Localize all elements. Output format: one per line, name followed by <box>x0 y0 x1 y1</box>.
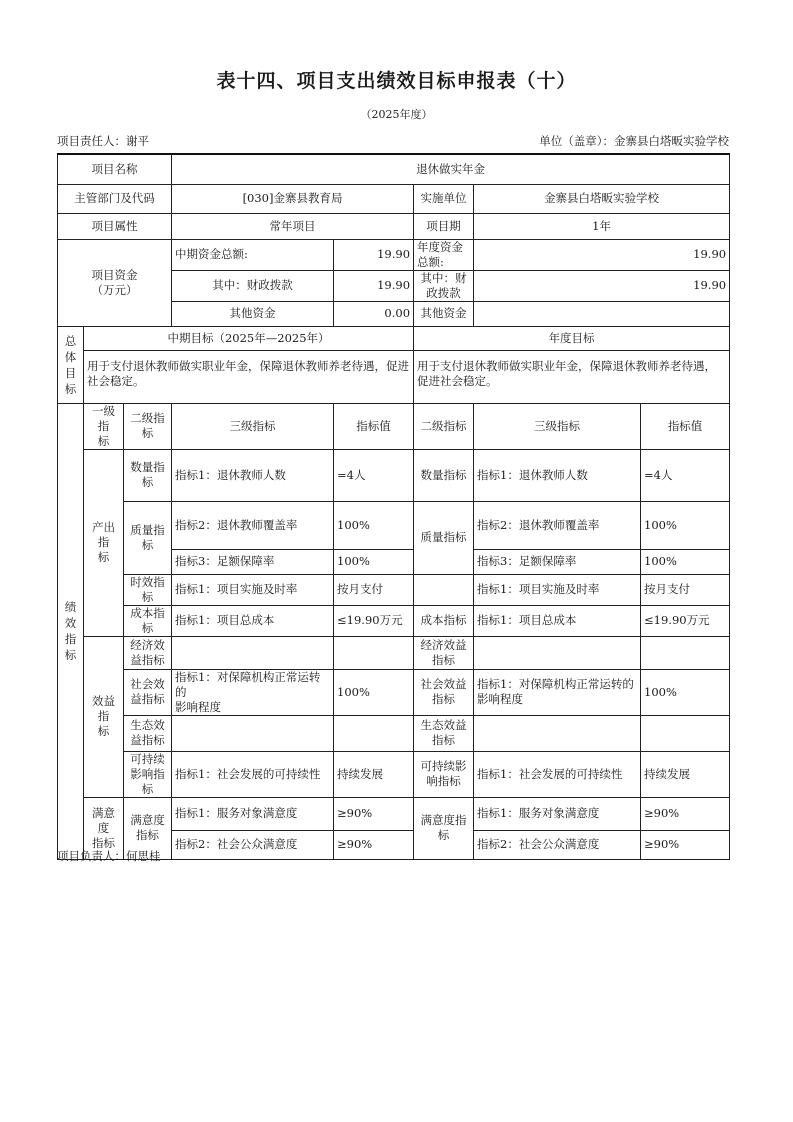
cost-line: 标 <box>141 620 154 635</box>
impl-unit-value: 金寨县白塔畈实验学校 <box>474 184 730 213</box>
cost-indicator: 指标1：项目总成本 <box>172 605 334 636</box>
annual-fiscal-label: 其中：财政拨款 <box>414 270 474 301</box>
econ-label <box>124 636 172 669</box>
period-label: 项目期 <box>414 213 474 239</box>
sust-line-right: 响指标 <box>426 774 461 788</box>
social-line-right: 社会效益 <box>420 677 467 691</box>
annual-total-label: 年度资金总额: <box>414 239 474 270</box>
sat-label-right <box>414 797 474 859</box>
cost-value-right: ≤19.90万元 <box>641 605 730 636</box>
overall-goal-label <box>58 326 84 403</box>
sat-line: 满意度 <box>92 805 115 835</box>
dept-label: 主管部门及代码 <box>58 184 172 213</box>
sust-indicator-right: 指标1：社会发展的可持续性 <box>474 751 641 797</box>
social-indicator-line: 影响程度 <box>175 699 222 714</box>
time-label <box>124 574 172 605</box>
mid-fiscal-label: 其中：财政拨款 <box>172 270 334 301</box>
lvl3-header: 三级指标 <box>172 403 334 449</box>
lvl1-header-line: 标 <box>97 433 110 448</box>
qual-line: 质量指 <box>130 522 165 537</box>
eco-label <box>124 715 172 751</box>
sat-indicator-1: 指标1：服务对象满意度 <box>172 797 334 830</box>
qty-value: =4人 <box>334 449 414 501</box>
social-value-right: 100% <box>641 669 730 715</box>
responsible-person: 项目责任人：谢平 <box>57 134 149 148</box>
mid-other-value: 0.00 <box>334 301 414 326</box>
eco-indicator-right <box>474 715 641 751</box>
output-indicator-label <box>84 449 124 636</box>
value-header-right: 指标值 <box>641 403 730 449</box>
sust-line: 影响指 <box>130 766 165 781</box>
overall-goal-char: 标 <box>64 381 77 396</box>
sat-value-1-right: ≥90% <box>641 797 730 830</box>
cost-label <box>124 605 172 636</box>
sat-value-2-right: ≥90% <box>641 830 730 859</box>
cost-value: ≤19.90万元 <box>334 605 414 636</box>
social-label-right <box>414 669 474 715</box>
mid-total-value: 19.90 <box>334 239 414 270</box>
lvl2-header-right: 二级指标 <box>414 403 474 449</box>
social-indicator-line: 指标1：对保障机构正常运转的 <box>175 669 321 699</box>
overall-goal-char: 目 <box>64 365 77 380</box>
annual-other-value <box>474 301 730 326</box>
econ-label-right <box>414 636 474 669</box>
sat2-line: 指标 <box>136 828 160 842</box>
sat-value-1: ≥90% <box>334 797 414 830</box>
social-label <box>124 669 172 715</box>
year-label: （2025年度） <box>360 108 433 121</box>
benefit-line: 标 <box>97 724 110 738</box>
qual-indicator-2: 指标3：足额保障率 <box>172 549 334 574</box>
qty-indicator: 指标1：退休教师人数 <box>172 449 334 501</box>
eco-label-right <box>414 715 474 751</box>
output-line: 产出指 <box>92 520 115 549</box>
mid-total-label: 中期资金总额: <box>172 239 334 270</box>
lvl1-header-line: 一级指 <box>92 403 115 433</box>
annual-other-label: 其他资金 <box>414 301 474 326</box>
annual-goal-header: 年度目标 <box>414 326 730 350</box>
qty-value-right: =4人 <box>641 449 730 501</box>
sust-line-right: 可持续影 <box>420 759 467 773</box>
perf-char: 效 <box>64 616 77 630</box>
econ-value-right <box>641 636 730 669</box>
sust-line: 标 <box>141 781 154 796</box>
eco-line: 生态效 <box>130 718 165 732</box>
perf-indicator-label <box>58 403 84 859</box>
social-indicator <box>172 669 334 715</box>
eco-line-right: 指标 <box>432 733 456 747</box>
time-indicator: 指标1：项目实施及时率 <box>172 574 334 605</box>
cost-line: 成本指 <box>130 605 165 620</box>
annual-total-value: 19.90 <box>474 239 730 270</box>
impl-unit-label: 实施单位 <box>414 184 474 213</box>
lvl3-header-right: 三级指标 <box>474 403 641 449</box>
benefit-line: 效益指 <box>92 694 115 723</box>
mid-fiscal-value: 19.90 <box>334 270 414 301</box>
funds-unit-text: （万元） <box>91 282 138 297</box>
annual-goal-text: 用于支付退休教师做实职业年金，保障退休教师养老待遇，促进社会稳定。 <box>414 350 730 403</box>
period-value: 1年 <box>474 213 730 239</box>
attr-label: 项目属性 <box>58 213 172 239</box>
eco-value-right <box>641 715 730 751</box>
sust-label-right <box>414 751 474 797</box>
perf-char: 绩 <box>64 600 77 614</box>
project-name-label: 项目名称 <box>58 154 172 184</box>
cost-indicator-right: 指标1：项目总成本 <box>474 605 641 636</box>
qual-indicator-1-right: 指标2：退休教师覆盖率 <box>474 501 641 549</box>
funds-label <box>58 239 172 326</box>
econ-line: 益指标 <box>130 652 165 667</box>
performance-table <box>57 153 730 860</box>
qual-label <box>124 501 172 574</box>
qual-value-2-right: 100% <box>641 549 730 574</box>
qual-value-2: 100% <box>334 549 414 574</box>
value-header: 指标值 <box>334 403 414 449</box>
qty-label-right: 数量指标 <box>414 449 474 501</box>
eco-indicator <box>172 715 334 751</box>
qty-line: 标 <box>141 475 154 489</box>
econ-line: 经济效 <box>130 637 165 652</box>
overall-goal-char: 体 <box>64 349 77 364</box>
lvl2-header-line: 标 <box>141 426 154 440</box>
econ-indicator <box>172 636 334 669</box>
qual-label-right: 质量指标 <box>414 501 474 574</box>
eco-line-right: 生态效益 <box>420 718 467 732</box>
eco-value <box>334 715 414 751</box>
sat-indicator-1-right: 指标1：服务对象满意度 <box>474 797 641 830</box>
output-line: 标 <box>97 550 110 564</box>
lvl2-header-line: 二级指 <box>130 411 165 425</box>
attr-value: 常年项目 <box>172 213 414 239</box>
sust-indicator: 指标1：社会发展的可持续性 <box>172 751 334 797</box>
sat-line-right: 满意度指 <box>420 813 467 827</box>
social-value: 100% <box>334 669 414 715</box>
qty-label <box>124 449 172 501</box>
mid-goal-text: 用于支付退休教师做实职业年金，保障退休教师养老待遇，促进社会稳定。 <box>84 350 414 403</box>
perf-char: 指 <box>64 632 77 646</box>
project-name: 退休做实年金 <box>172 154 730 184</box>
social-indicator-line-right: 指标1：对保障机构正常运转的 <box>477 677 634 691</box>
social-line: 益指标 <box>130 692 165 706</box>
sat-indicator-2-right: 指标2：社会公众满意度 <box>474 830 641 859</box>
benefit-indicator-label <box>84 636 124 797</box>
overall-goal-char: 总 <box>64 333 77 348</box>
funds-label-text: 项目资金 <box>91 267 138 282</box>
qual-indicator-2-right: 指标3：足额保障率 <box>474 549 641 574</box>
sat-indicator-2: 指标2：社会公众满意度 <box>172 830 334 859</box>
time-line: 标 <box>141 589 154 604</box>
qual-indicator-1: 指标2：退休教师覆盖率 <box>172 501 334 549</box>
econ-line-right: 指标 <box>432 652 456 667</box>
time-indicator-right: 指标1：项目实施及时率 <box>474 574 641 605</box>
qual-value-1: 100% <box>334 501 414 549</box>
sust-value-right: 持续发展 <box>641 751 730 797</box>
qual-value-1-right: 100% <box>641 501 730 549</box>
sust-value: 持续发展 <box>334 751 414 797</box>
time-value-right: 按月支付 <box>641 574 730 605</box>
social-indicator-right <box>474 669 641 715</box>
sust-line: 可持续 <box>130 751 165 766</box>
sust-label <box>124 751 172 797</box>
social-indicator-line-right: 影响程度 <box>477 692 524 706</box>
sat-line: 指标 <box>92 835 115 850</box>
sat-line-right: 标 <box>437 828 450 842</box>
qual-line: 标 <box>141 537 154 552</box>
dept-value: [030]金寨县教育局 <box>172 184 414 213</box>
econ-line-right: 经济效益 <box>420 637 467 652</box>
eco-line: 益指标 <box>130 733 165 747</box>
lvl2-header <box>124 403 172 449</box>
sat-value-2: ≥90% <box>334 830 414 859</box>
lvl1-header <box>84 403 124 449</box>
time-label-right <box>414 574 474 605</box>
unit-seal: 单位（盖章）：金寨县白塔畈实验学校 <box>539 134 729 148</box>
social-line-right: 指标 <box>432 692 456 706</box>
qty-line: 数量指 <box>130 460 165 474</box>
time-line: 时效指 <box>130 574 165 589</box>
mid-other-label: 其他资金 <box>172 301 334 326</box>
mid-goal-header: 中期目标（2025年—2025年） <box>84 326 414 350</box>
econ-indicator-right <box>474 636 641 669</box>
econ-value <box>334 636 414 669</box>
perf-char: 标 <box>64 648 77 662</box>
footer-responsible: 项目负责人：何思桂 <box>57 849 161 863</box>
page-title: 表十四、项目支出绩效目标申报表（十） <box>216 70 577 92</box>
sat2-line: 满意度 <box>130 813 165 827</box>
time-value: 按月支付 <box>334 574 414 605</box>
annual-fiscal-value: 19.90 <box>474 270 730 301</box>
social-line: 社会效 <box>130 677 165 691</box>
qty-indicator-right: 指标1：退休教师人数 <box>474 449 641 501</box>
cost-label-right: 成本指标 <box>414 605 474 636</box>
